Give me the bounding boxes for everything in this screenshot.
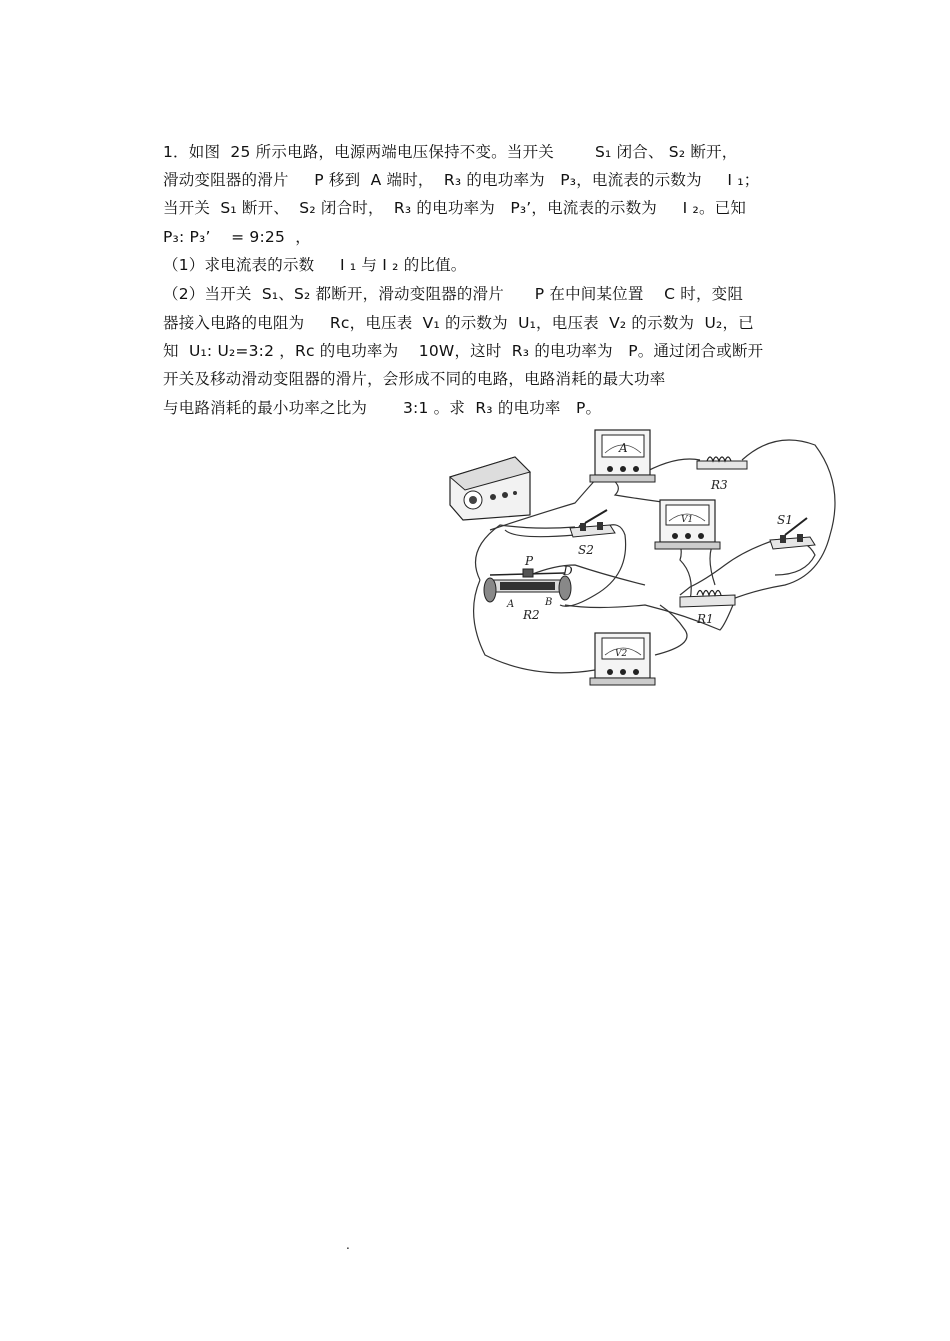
problem-line: 与电路消耗的最小功率之比为 3:1 。求 R₃ 的电功率 P。 <box>163 399 602 417</box>
problem-line: 开关及移动滑动变阻器的滑片，会形成不同的电路，电路消耗的最大功率 <box>163 370 666 388</box>
switch-s2 <box>570 510 615 557</box>
v1-label: V1 <box>681 515 694 525</box>
r2-label: R2 <box>523 608 540 622</box>
switch-s1 <box>770 513 815 549</box>
v2-label: V2 <box>615 649 628 659</box>
problem-line: （2）当开关 S₁、S₂ 都断开，滑动变阻器的滑片 P 在中间某位置 C 时，变阻 <box>163 285 744 303</box>
circuit-figure <box>445 425 840 700</box>
problem-line: 器接入电路的电阻为 Rc，电压表 V₁ 的示数为 U₁，电压表 V₂ 的示数为 U₂，已 <box>163 314 754 332</box>
s1-label: S1 <box>777 513 793 527</box>
a-label: A <box>507 599 515 610</box>
b-label: B <box>545 597 553 608</box>
problem-line: 1．如图 25 所示电路，电源两端电压保持不变。当开关 S₁ 闭合、 S₂ 断开， <box>163 143 738 161</box>
s2-label: S2 <box>578 543 594 557</box>
d-label: D <box>563 564 573 578</box>
page-footer-dot: . <box>346 1238 350 1252</box>
voltmeter-v2 <box>590 633 655 685</box>
r1-label: R1 <box>697 612 714 626</box>
voltmeter-v1 <box>655 500 720 549</box>
p-label: P <box>525 554 534 568</box>
resistor-r3 <box>697 457 747 492</box>
problem-line: 滑动变阻器的滑片 P 移到 A 端时， R₃ 的电功率为 P₃，电流表的示数为 I ₁； <box>163 171 760 189</box>
problem-line: 知 U₁: U₂=3:2 ，Rc 的电功率为 10W，这时 R₃ 的电功率为 P。通过闭合或断开 <box>163 342 764 360</box>
problem-line: （1）求电流表的示数 I ₁ 与 I ₂ 的比值。 <box>163 256 467 274</box>
problem-line: P₃: P₃’ = 9:25 ， <box>163 228 311 246</box>
resistor-r1 <box>680 591 735 627</box>
r3-label: R3 <box>711 478 728 492</box>
power-supply <box>450 457 530 520</box>
ammeter <box>590 430 655 482</box>
rheostat-r2 <box>484 554 573 622</box>
ammeter-label: A <box>619 441 628 455</box>
problem-line: 当开关 S₁ 断开、 S₂ 闭合时， R₃ 的电功率为 P₃’，电流表的示数为 I ₂。已知 <box>163 199 747 217</box>
